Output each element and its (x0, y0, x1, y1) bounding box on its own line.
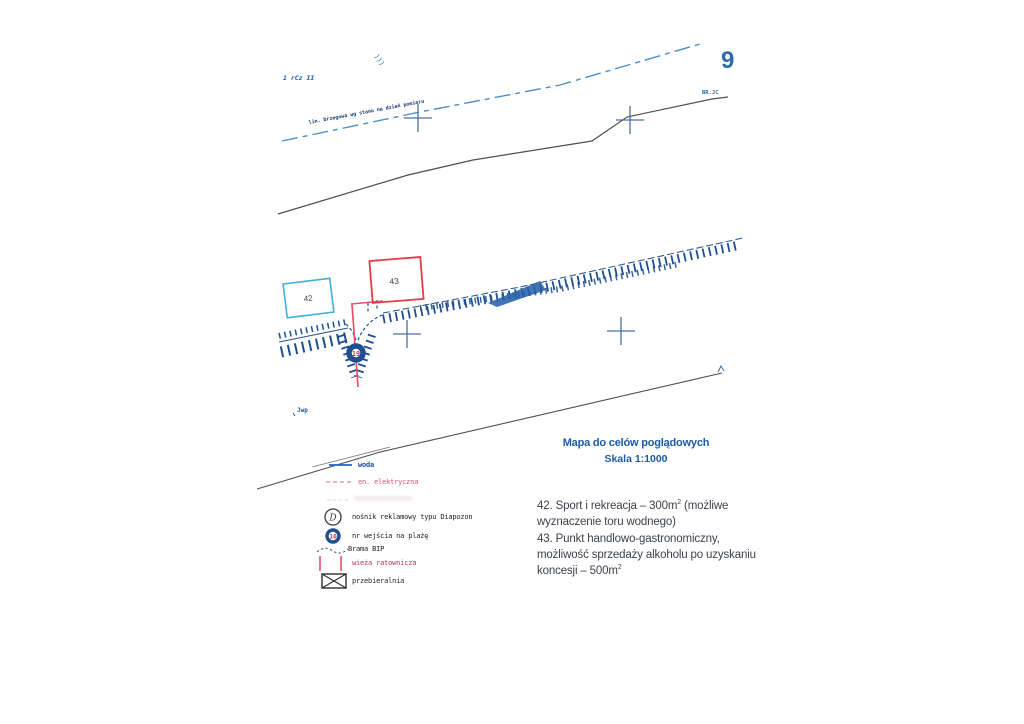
shoreline-tick-marks-icon: ))) (372, 52, 387, 68)
legend-lifeguard-tower-icon (320, 556, 341, 571)
page-number: 9 (721, 47, 735, 74)
embankment-guide-line (383, 238, 743, 313)
embankment-hatch-band (383, 245, 740, 319)
legend-label-brama-bip: Brama BIP (348, 545, 385, 553)
legend-faint-ghost-text (354, 496, 412, 501)
title-block (536, 437, 736, 465)
beach-entrance-number: 19 (351, 350, 361, 358)
survey-point-label: Jwp (297, 407, 308, 414)
lower-boundary-branch (312, 447, 390, 467)
legend-changing-room-icon (322, 574, 346, 588)
survey-cross-icon (607, 317, 635, 345)
area-42-label: 42 (303, 293, 314, 304)
legend-label-przebieralnia: przebieralnia (352, 577, 405, 585)
legend-label-woda: woda (358, 461, 375, 469)
boundary-end-mark-icon (718, 366, 724, 372)
corner-label: 1 rCz II (283, 74, 315, 82)
legend-diapozon-letter: D (329, 513, 337, 524)
map-title: Mapa do celów poglądowych (562, 437, 710, 449)
note-line: 42. Sport i rekreacja – $300m^2$ (możliwe (537, 499, 729, 512)
legend-label-nr-wejscia: nr wejścia na plażę (352, 532, 429, 540)
note-line: koncesji – $500m^2$ (537, 564, 622, 578)
legend-label-wieza: wieża ratownicza (352, 559, 417, 567)
note-line: 43. Punkt handlowo-gastronomiczny, (537, 532, 720, 545)
legend-entrance-number: 10 (329, 533, 337, 541)
note-line: wyznaczenie toru wodnego) (537, 516, 676, 529)
area-43-label: 43 (388, 275, 400, 287)
survey-point-tick-icon (293, 413, 295, 416)
left-embankment-hatch-small (279, 322, 346, 336)
survey-cross-icon (404, 104, 432, 132)
shoreline-annotation: lin. brzegowa wg stanu na dzień pomiaru (308, 98, 425, 126)
legend-label-elektryczna: en. elektryczna (358, 478, 419, 486)
annotation-notes (537, 498, 769, 579)
survey-cross-icon (616, 106, 644, 134)
legend-brama-bip-icon (317, 548, 348, 553)
dashed-approach-right (358, 315, 382, 340)
line-end-label: BR.JC (702, 90, 719, 96)
map-scale: Skala 1:1000 (604, 453, 668, 465)
legend-label-diapozon: nośnik reklamowy typu Diapozon (352, 513, 473, 521)
survey-cross-icon (393, 320, 421, 348)
shoreline-dashed-line (282, 44, 700, 141)
lower-boundary-line (257, 373, 722, 489)
note-line: możliwość sprzedaży alkoholu po uzyskaniu (537, 548, 756, 561)
